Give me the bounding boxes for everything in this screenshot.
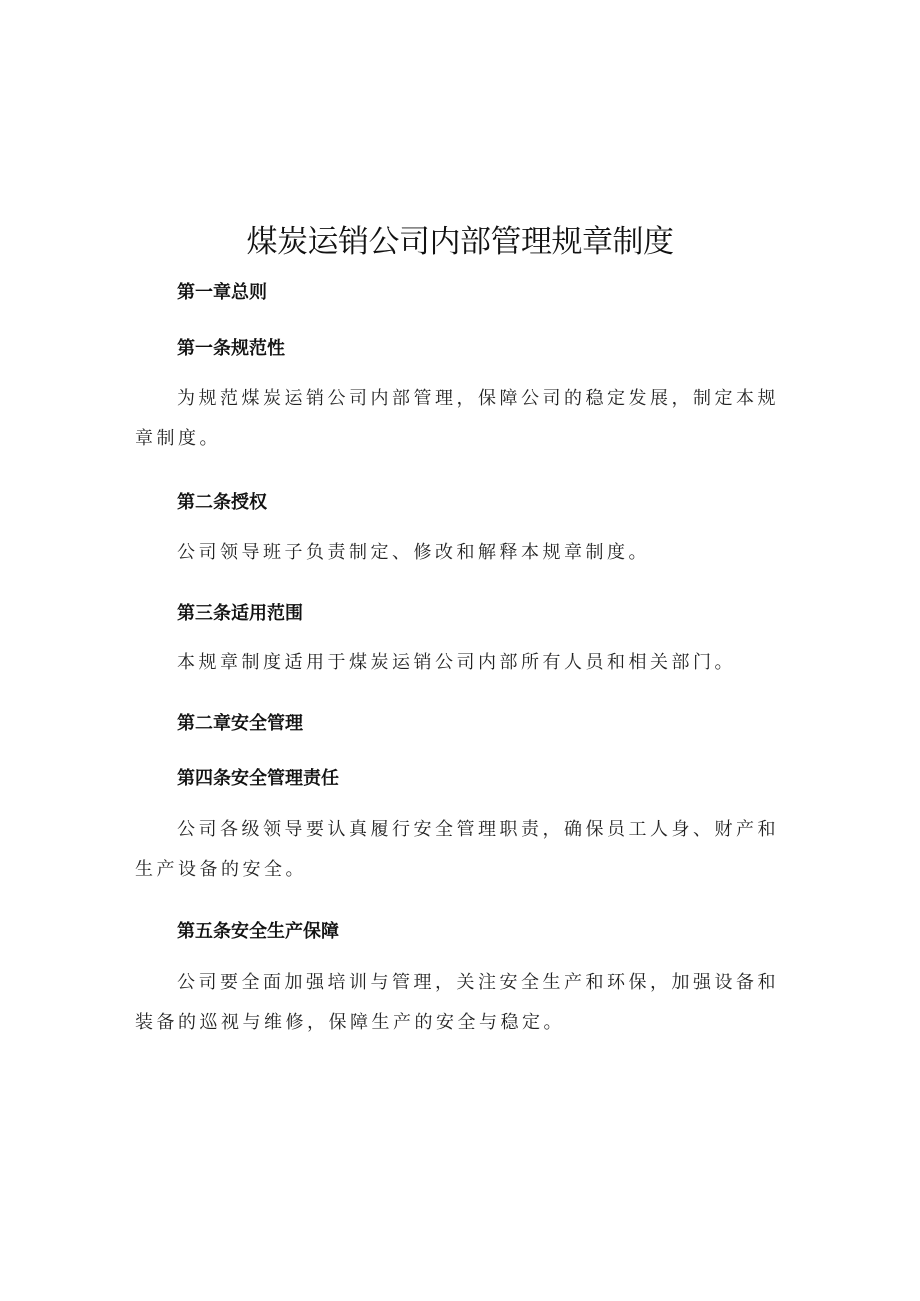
article-text-1: 为规范煤炭运销公司内部管理，保障公司的稳定发展，制定本规章制度。 [135, 388, 779, 449]
chapter-heading-1: 第一章总则 [177, 282, 267, 303]
chapter-heading-2: 第二章安全管理 [177, 713, 303, 734]
article-text-3: 本规章制度适用于煤炭运销公司内部所有人员和相关部门。 [177, 652, 736, 673]
article-heading-4: 第四条安全管理责任 [177, 768, 339, 789]
article-heading-3: 第三条适用范围 [177, 603, 303, 624]
article-text-4: 公司各级领导要认真履行安全管理职责，确保员工人身、财产和生产设备的安全。 [135, 819, 779, 880]
article-heading-5: 第五条安全生产保障 [177, 921, 339, 942]
article-heading-1: 第一条规范性 [177, 338, 285, 359]
article-text-2: 公司领导班子负责制定、修改和解释本规章制度。 [177, 542, 650, 563]
article-text-5: 公司要全面加强培训与管理，关注安全生产和环保，加强设备和装备的巡视与维修，保障生产的安全与稳定。 [135, 972, 779, 1033]
document-title: 煤炭运销公司内部管理规章制度 [246, 224, 674, 260]
article-heading-2: 第二条授权 [177, 492, 267, 513]
